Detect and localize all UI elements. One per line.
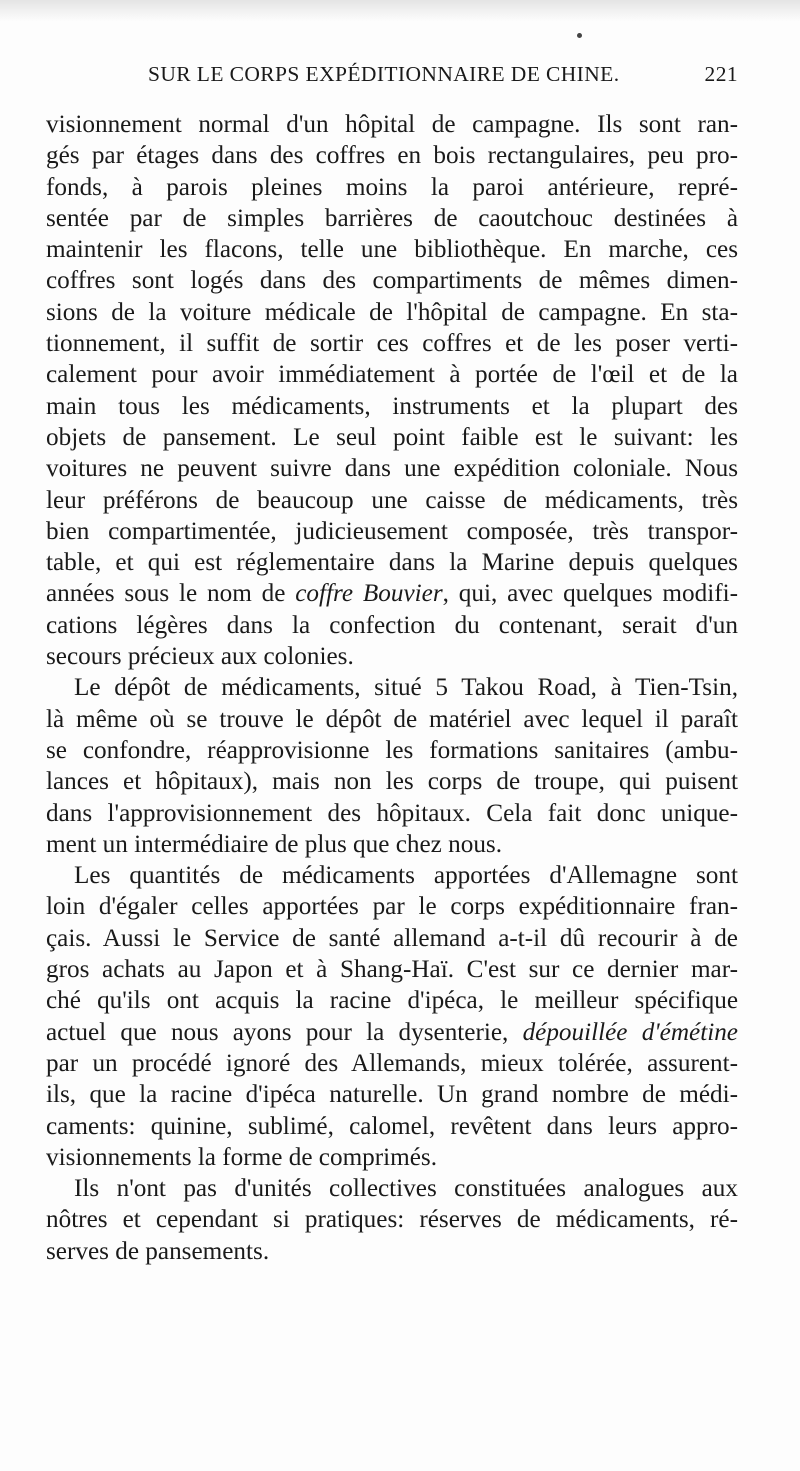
- text-line: leur préférons de beaucoup une caisse de médicaments, très: [46, 486, 738, 514]
- text-line: visionnement normal d'un hôpital de campagne. Ils sont ran-: [46, 111, 738, 138]
- text-line: secours précieux aux colonies.: [46, 643, 354, 671]
- text-line: actuel que nous ayons pour la dysenterie, dépouillée d'émétine: [46, 1018, 738, 1046]
- scan-border: [0, 0, 800, 22]
- text-line: tionnement, il suffit de sortir ces coffres et de les poser verti-: [46, 330, 738, 358]
- ink-speck: [577, 33, 582, 38]
- page-number: 221: [704, 62, 738, 86]
- text-line: caments: quinine, sublimé, calomel, revêtent dans leurs appro-: [46, 1112, 738, 1140]
- text-line: sions de la voiture médicale de l'hôpital de campagne. En sta-: [46, 298, 738, 326]
- paragraph-start: Ils n'ont pas d'unités collectives constituées analogues aux: [74, 1175, 738, 1203]
- paragraph-start: Les quantités de médicaments apportées d'Allemagne sont: [74, 862, 738, 890]
- text-line: années sous le nom de coffre Bouvier, qui, avec quelques modifi-: [46, 580, 738, 608]
- text-line: voitures ne peuvent suivre dans une expédition coloniale. Nous: [46, 455, 738, 483]
- body-text: [46, 109, 738, 1267]
- text-line: gros achats au Japon et à Shang-Haï. C'est sur ce dernier mar-: [46, 956, 738, 984]
- text-line: calement pour avoir immédiatement à portée de l'œil et de la: [46, 361, 738, 389]
- text-line: nôtres et cependant si pratiques: réserves de médicaments, ré-: [46, 1206, 738, 1234]
- text-line: ils, que la racine d'ipéca naturelle. Un grand nombre de médi-: [46, 1081, 738, 1109]
- running-header: [130, 62, 740, 94]
- text-line: bien compartimentée, judicieusement composée, très transpor-: [46, 517, 738, 545]
- text-line: çais. Aussi le Service de santé allemand a-t-il dû recourir à de: [46, 924, 738, 952]
- italic-term-coffre-bouvier: coffre Bouvier: [295, 580, 443, 608]
- text-line: lances et hôpitaux), mais non les corps de troupe, qui puisent: [46, 768, 738, 796]
- text-line: maintenir les flacons, telle une bibliothèque. En marche, ces: [46, 236, 738, 264]
- text-line: là même où se trouve le dépôt de matériel avec lequel il paraît: [46, 705, 738, 733]
- text-line: serves de pansements.: [46, 1237, 270, 1265]
- text-line: loin d'égaler celles apportées par le corps expéditionnaire fran-: [46, 893, 738, 921]
- text-line: ché qu'ils ont acquis la racine d'ipéca, le meilleur spécifique: [46, 987, 738, 1015]
- text-line: cations légères dans la confection du contenant, serait d'un: [46, 611, 738, 639]
- italic-term-depouillee-emetine: dépouillée d'émétine: [522, 1018, 738, 1046]
- text-line: ment un intermédiaire de plus que chez nous.: [46, 830, 503, 858]
- paragraph-start: Le dépôt de médicaments, situé 5 Takou Road, à Tien-Tsin,: [74, 674, 738, 702]
- text-line: visionnements la forme de comprimés.: [46, 1143, 438, 1171]
- text-line: dans l'approvisionnement des hôpitaux. Cela fait donc unique-: [46, 799, 738, 827]
- text-line: objets de pansement. Le seul point faible est le suivant: les: [46, 423, 738, 451]
- text-line: table, et qui est réglementaire dans la Marine depuis quelques: [46, 549, 738, 577]
- text-line: fonds, à parois pleines moins la paroi antérieure, repré-: [46, 173, 738, 201]
- text-line: se confondre, réapprovisionne les formations sanitaires (ambu-: [46, 736, 738, 764]
- text-line: coffres sont logés dans des compartiments de mêmes dimen-: [46, 267, 738, 295]
- text-line: gés par étages dans des coffres en bois rectangulaires, peu pro-: [46, 142, 738, 170]
- text-line: main tous les médicaments, instruments et la plupart des: [46, 392, 738, 420]
- text-line: par un procédé ignoré des Allemands, mieux tolérée, assurent-: [46, 1049, 738, 1077]
- text-line: sentée par de simples barrières de caoutchouc destinées à: [46, 204, 738, 232]
- running-title: SUR LE CORPS EXPÉDITIONNAIRE DE CHINE.: [148, 62, 620, 86]
